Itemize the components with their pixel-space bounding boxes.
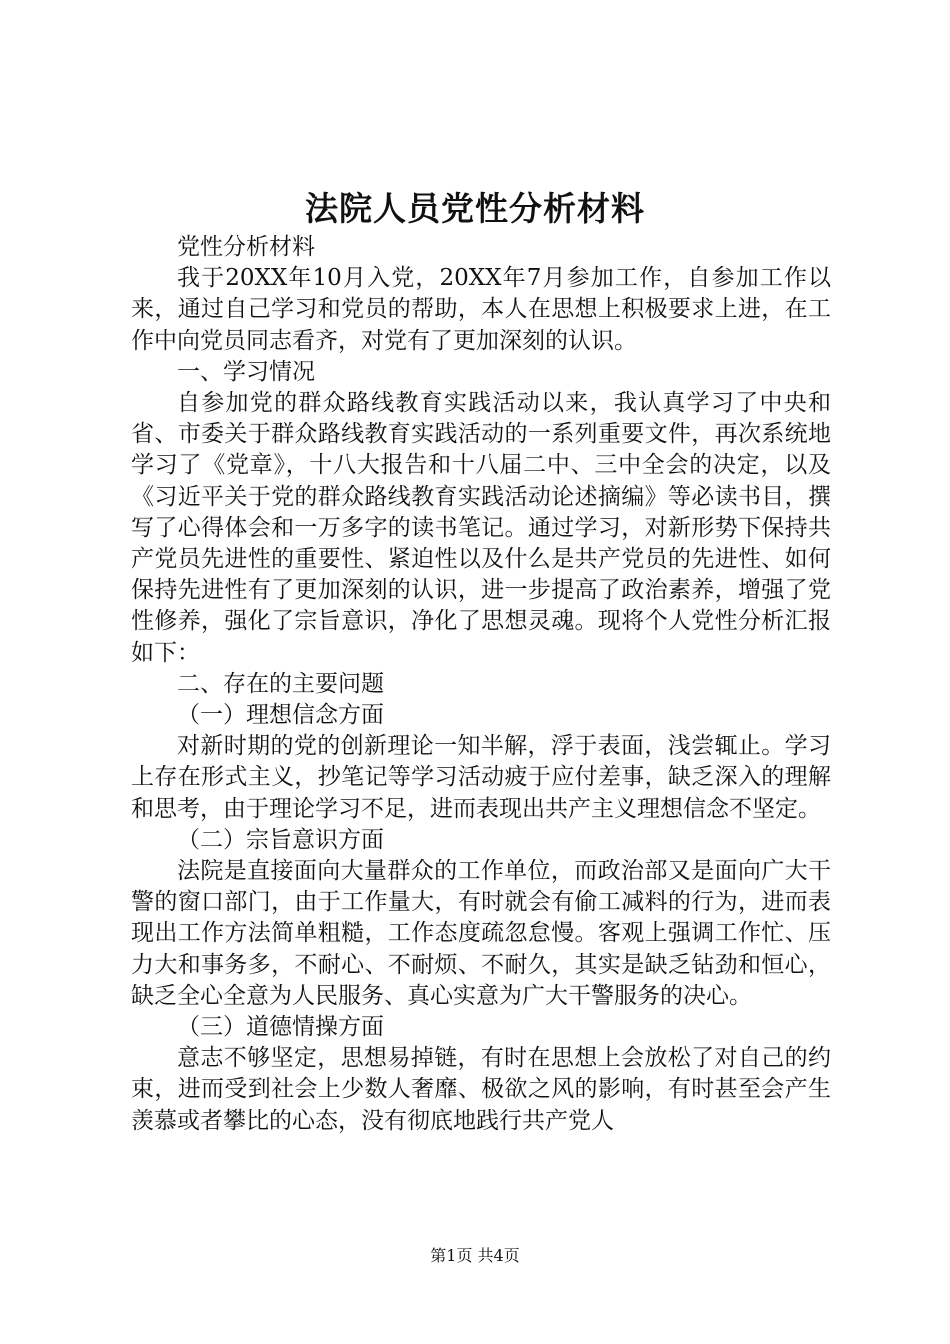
page-footer: 第1页 共4页 <box>430 1246 520 1265</box>
paragraph: 意志不够坚定，思想易掉链，有时在思想上会放松了对自己的约束，进而受到社会上少数人奢靡、极欲之风的影响，有时甚至会产生羡慕或者攀比的心态，没有彻底地践行共产党人 <box>131 1045 831 1134</box>
paragraph: 我于20XX年10月入党，20XX年7月参加工作，自参加工作以来，通过自己学习和党员的帮助，本人在思想上积极要求上进，在工作中向党员同志看齐，对党有了更加深刻的认识。 <box>131 265 831 354</box>
paragraph: 法院是直接面向大量群众的工作单位，而政治部又是面向广大干警的窗口部门，由于工作量大，有时就会有偷工减料的行为，进而表现出工作方法简单粗糙，工作态度疏忽怠慢。客观上强调工作忙、压力大和事务多，不耐心、不耐烦、不耐久，其实是缺乏钻劲和恒心，缺乏全心全意为人民服务、真心实意为广大干警服务的决心。 <box>131 858 831 1009</box>
document-body <box>131 232 831 1137</box>
subsection-heading: （二）宗旨意识方面 <box>177 826 384 853</box>
subsection-heading: （三）道德情操方面 <box>177 1014 384 1041</box>
paragraph: 自参加党的群众路线教育实践活动以来，我认真学习了中央和省、市委关于群众路线教育实践活动的一系列重要文件，再次系统地学习了《党章》，十八大报告和十八届二中、三中全会的决定，以及《习近平关于党的群众路线教育实践活动论述摘编》等必读书目，撰写了心得体会和一万多字的读书笔记。通过学习，对新形势下保持共产党员先进性的重要性、紧迫性以及什么是共产党员的先进性、如何保持先进性有了更加深刻的认识，进一步提高了政治素养，增强了党性修养，强化了宗旨意识，净化了思想灵魂。现将个人党性分析汇报如下： <box>131 390 831 666</box>
subsection-heading: （一）理想信念方面 <box>177 702 384 729</box>
document-title: 法院人员党性分析材料 <box>305 189 645 228</box>
section-heading: 二、存在的主要问题 <box>177 670 384 697</box>
paragraph: 对新时期的党的创新理论一知半解，浮于表面，浅尝辄止。学习上存在形式主义，抄笔记等学习活动疲于应付差事，缺乏深入的理解和思考，由于理论学习不足，进而表现出共产主义理想信念不坚定。 <box>131 733 831 822</box>
section-heading: 党性分析材料 <box>177 234 315 260</box>
section-heading: 一、学习情况 <box>177 358 315 385</box>
